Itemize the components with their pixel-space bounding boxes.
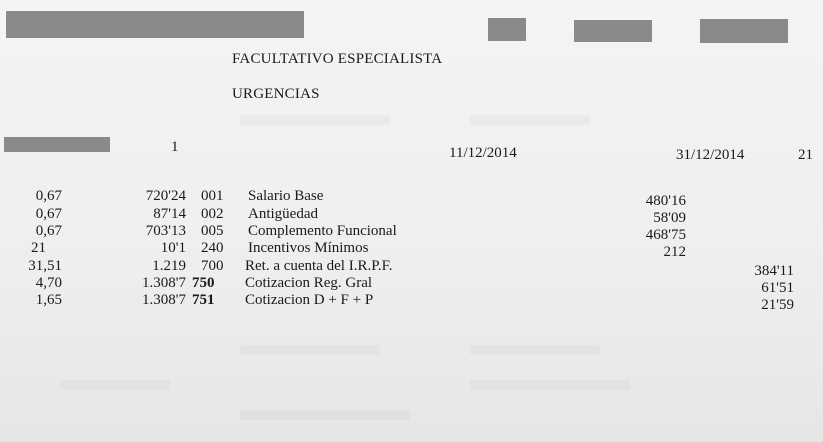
- period-start-date: 11/12/2014: [449, 145, 517, 161]
- line-quantity: 0,67: [35, 223, 62, 239]
- line-base: 720'24: [145, 188, 186, 204]
- redaction-bar: [488, 18, 526, 41]
- line-code: 005: [201, 223, 224, 239]
- line-code: 700: [201, 258, 224, 274]
- line-deduction: 61'51: [761, 280, 794, 296]
- line-quantity: 31,51: [28, 258, 62, 274]
- line-earning: 468'75: [645, 227, 686, 243]
- redaction-bar: [574, 20, 652, 42]
- line-concept: Salario Base: [248, 188, 324, 204]
- payslip-line: [0, 188, 823, 209]
- payslip-line: [0, 275, 823, 296]
- line-base: 1.219: [152, 258, 186, 274]
- paper-texture: [240, 115, 390, 125]
- paper-texture: [470, 380, 630, 390]
- line-deduction: 21'59: [761, 297, 794, 313]
- payslip-line: [0, 258, 823, 279]
- period-code: 1: [171, 139, 179, 155]
- line-base: 87'14: [153, 206, 186, 222]
- line-base: 1.308'7: [142, 275, 186, 291]
- paper-texture: [60, 380, 170, 390]
- line-concept: Cotizacion Reg. Gral: [245, 275, 373, 291]
- payslip-line: [0, 206, 823, 226]
- paper-texture: [470, 115, 590, 125]
- line-base: 10'1: [160, 240, 186, 256]
- line-earning: 480'16: [645, 193, 686, 209]
- paper-texture: [240, 410, 410, 420]
- line-quantity: 4,70: [35, 275, 62, 291]
- line-quantity: 1,65: [35, 292, 62, 308]
- line-concept: Antigüedad: [248, 206, 318, 222]
- line-base: 703'13: [145, 223, 186, 239]
- line-concept: Ret. a cuenta del I.R.P.F.: [245, 258, 393, 274]
- redaction-bar: [700, 19, 788, 43]
- department-label: URGENCIAS: [232, 86, 320, 102]
- line-code: 240: [201, 240, 224, 256]
- line-concept: Incentivos Mínimos: [248, 240, 369, 256]
- line-earning: 58'09: [653, 210, 686, 226]
- line-code: 002: [201, 206, 224, 222]
- line-quantity: 0,67: [35, 188, 62, 204]
- payslip-line: [0, 240, 823, 260]
- payslip-line: [0, 223, 823, 243]
- paper-texture: [470, 345, 600, 355]
- line-earning: 212: [663, 244, 686, 260]
- redaction-bar: [4, 137, 110, 152]
- document-title: FACULTATIVO ESPECIALISTA: [232, 51, 443, 67]
- period-end-date: 31/12/2014: [676, 147, 745, 163]
- payslip-line: [0, 292, 823, 313]
- period-days: 21: [798, 147, 813, 163]
- line-concept: Cotizacion D + F + P: [245, 292, 374, 308]
- line-quantity: 21: [31, 240, 46, 256]
- line-code: 751: [192, 292, 215, 308]
- line-concept: Complemento Funcional: [248, 223, 397, 239]
- line-deduction: 384'11: [754, 263, 794, 279]
- line-base: 1.308'7: [142, 292, 186, 308]
- redaction-bar: [6, 11, 304, 38]
- line-quantity: 0,67: [35, 206, 62, 222]
- line-code: 001: [201, 188, 224, 204]
- line-code: 750: [192, 275, 215, 291]
- paper-texture: [240, 345, 380, 355]
